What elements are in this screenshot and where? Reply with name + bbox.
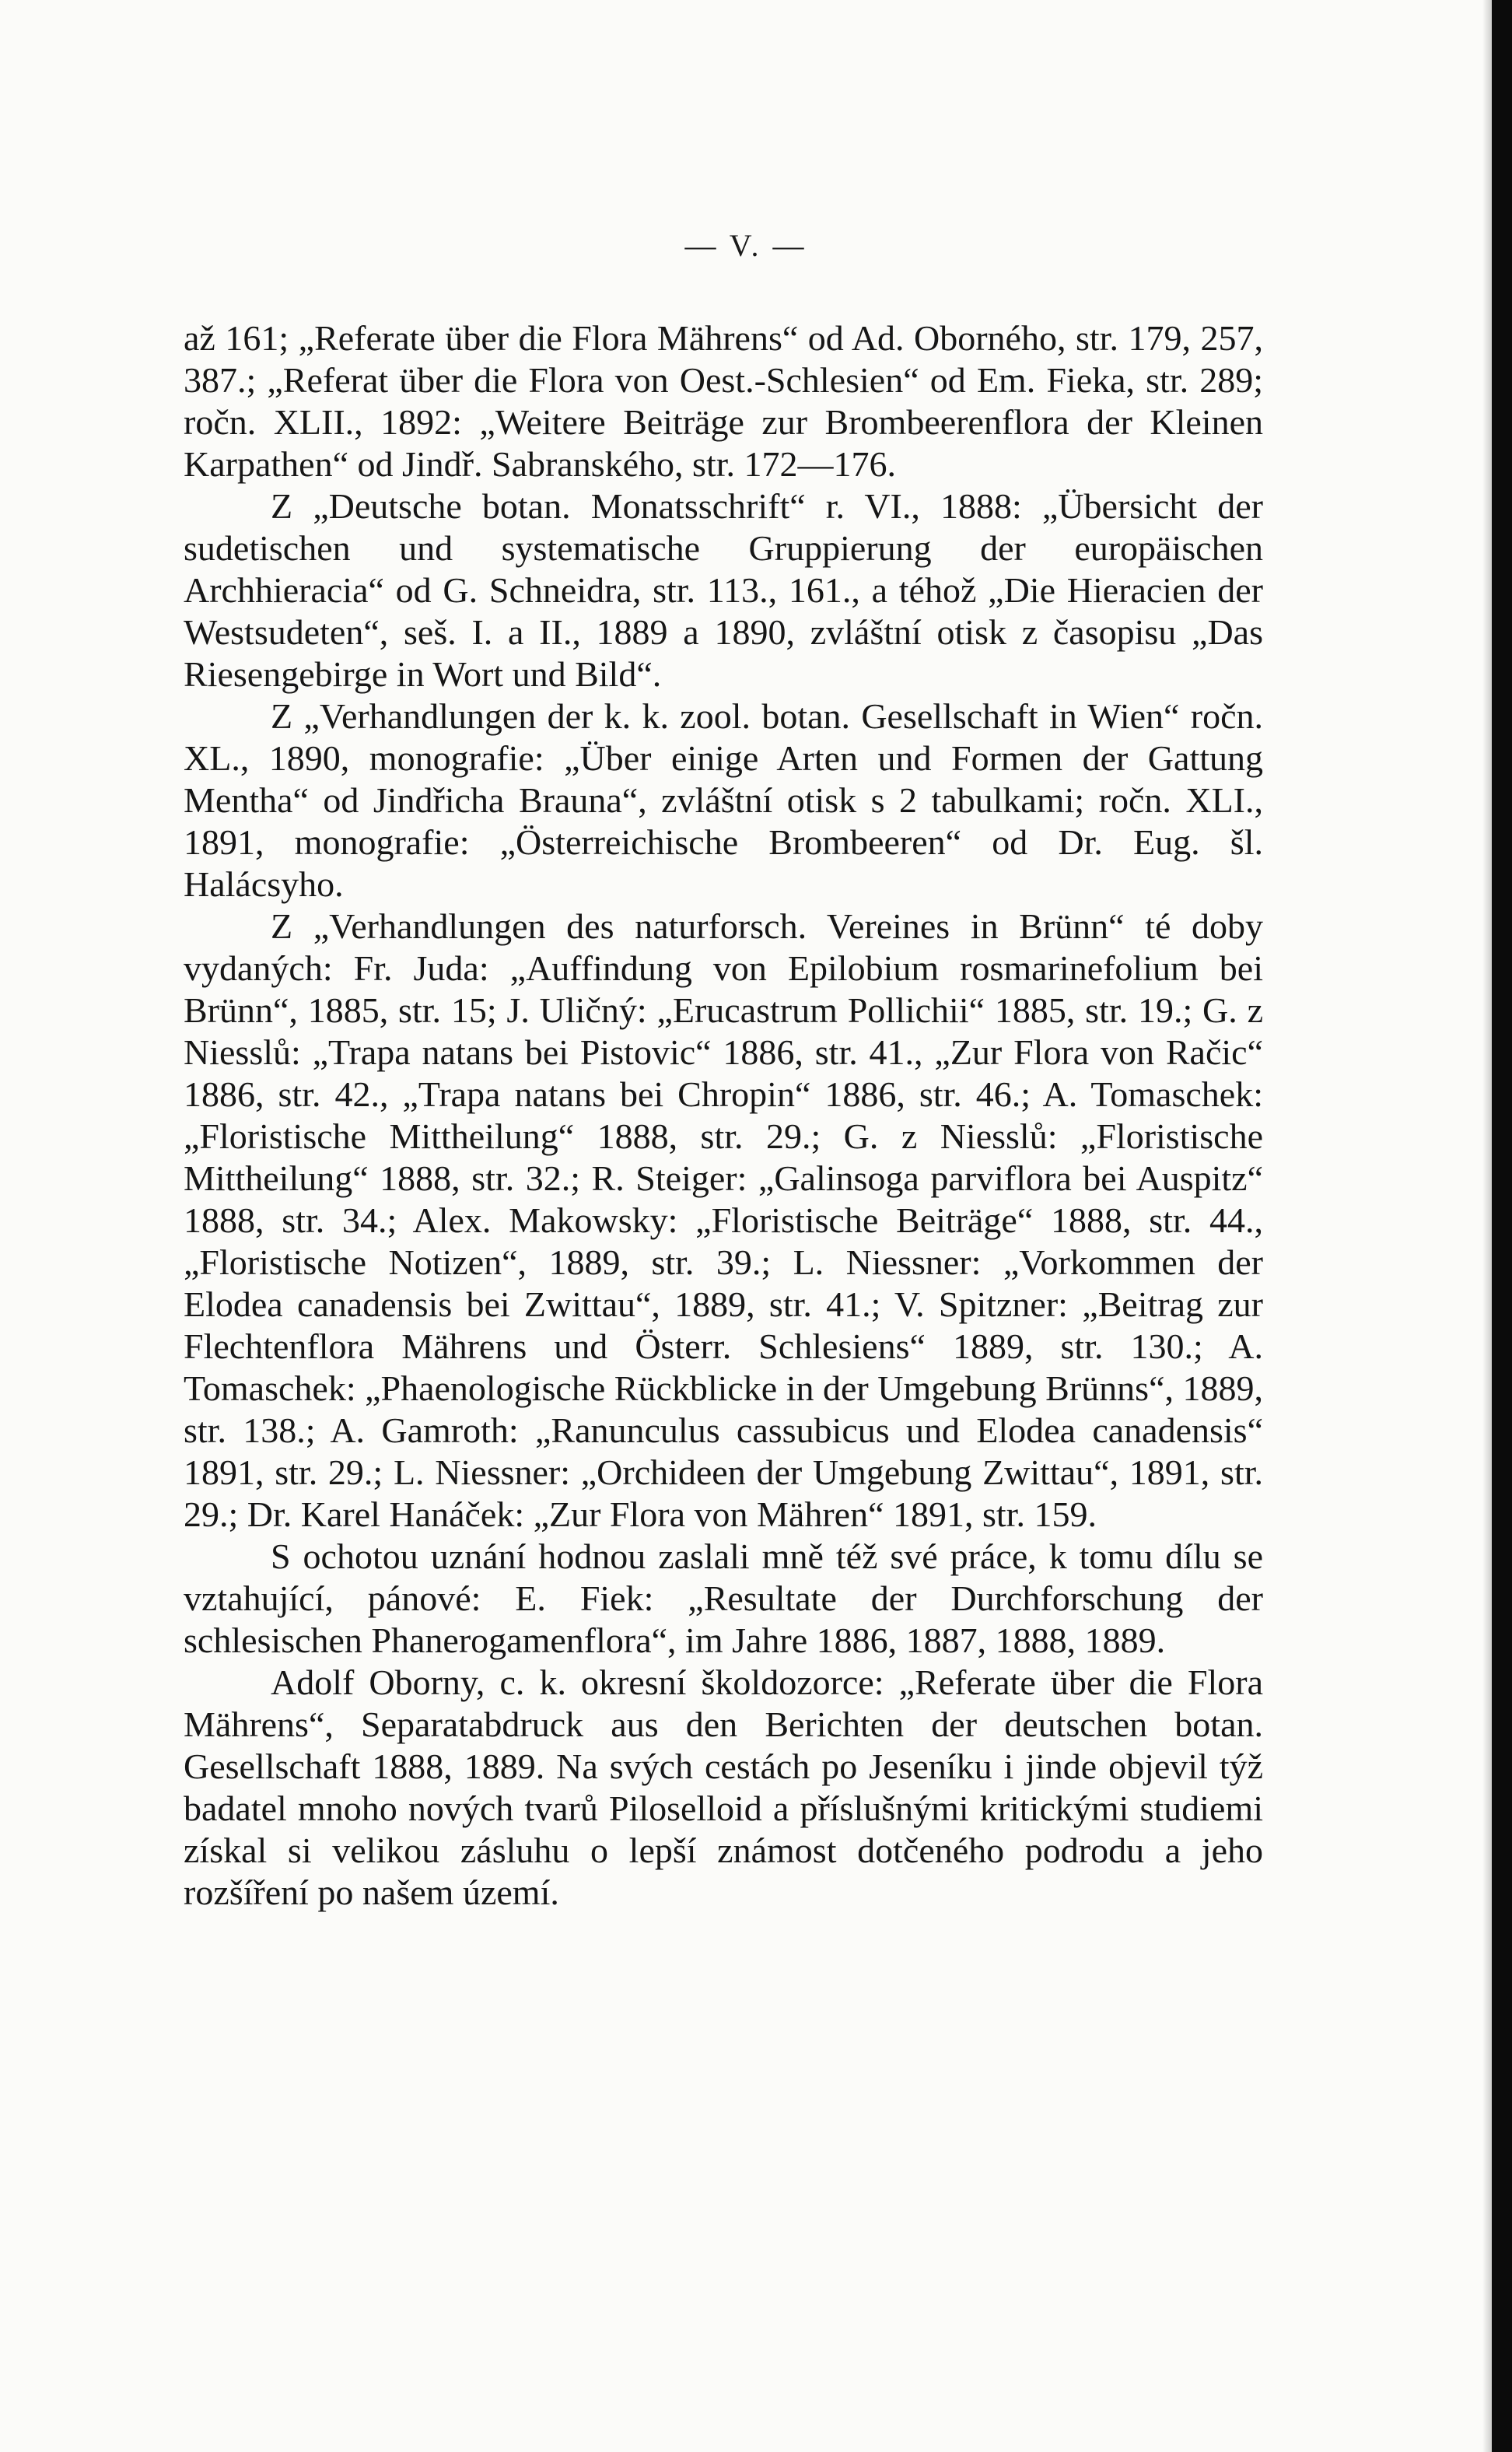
page-edge-shadow [1482,0,1492,2452]
paragraph-6: Adolf Oborny, c. k. okresní školdozorce: „Referate über die Flora Mährens“, Separatabdruck aus den Berichten der deutschen botan. Gesellschaft 1888, 1889. Na svých cestách po Jeseníku i jinde objevil týž badatel mnoho nových tvarů Piloselloid a příslušnými kritickými studiemi získal si velikou zásluhu o lepší známost dotčeného podrodu a jeho rozšíření po našem území. [184,1662,1263,1912]
paragraph-5: S ochotou uznání hodnou zaslali mně též své práce, k tomu dílu se vztahující, pánové: E. Fiek: „Resultate der Durchforschung der schlesischen Phanerogamenflora“, im Jahre 1886, 1887, 1888, 1889. [184,1536,1263,1660]
page-number: — V. — [684,228,807,263]
paragraph-2: Z „Deutsche botan. Monatsschrift“ r. VI., 1888: „Übersicht der sudetischen und systematische Gruppierung der europäischen Archhieracia“ od G. Schneidra, str. 113., 161., a téhož „Die Hieracien der Westsudeten“, seš. I. a II., 1889 a 1890, zvláštní otisk z časopisu „Das Riesengebirge in Wort und Bild“. [184,486,1263,694]
body-text [184,317,1263,1914]
paragraph-4: Z „Verhandlungen des naturforsch. Vereines in Brünn“ té doby vydaných: Fr. Juda: „Auffindung von Epilobium rosmarinefolium bei Brünn“, 1885, str. 15; J. Uličný: „Erucastrum Pollichii“ 1885, str. 19.; G. z Niesslů: „Trapa natans bei Pistovic“ 1886, str. 41., „Zur Flora von Račic“ 1886, str. 42., „Trapa natans bei Chropin“ 1886, str. 46.; A. Tomaschek: „Floristische Mittheilung“ 1888, str. 29.; G. z Niesslů: „Floristische Mittheilung“ 1888, str. 32.; R. Steiger: „Galinsoga parviflora bei Auspitz“ 1888, str. 34.; Alex. Makowsky: „Floristische Beiträge“ 1888, str. 44., „Floristische Notizen“, 1889, str. 39.; L. Niessner: „Vorkommen der Elodea canadensis bei Zwittau“, 1889, str. 41.; V. Spitzner: „Beitrag zur Flechtenflora Mährens und Österr. Schlesiens“ 1889, str. 130.; A. Tomaschek: „Phaenologische Rückblicke in der Umgebung Brünns“, 1889, str. 138.; A. Gamroth: „Ranunculus cassubicus und Elodea canadensis“ 1891, str. 29.; L. Niessner: „Orchideen der Umgebung Zwittau“, 1891, str. 29.; Dr. Karel Hanáček: „Zur Flora von Mähren“ 1891, str. 159. [184,906,1263,1534]
scan-border [1492,0,1512,2452]
paragraph-3: Z „Verhandlungen der k. k. zool. botan. Gesellschaft in Wien“ ročn. XL., 1890, monografie: „Über einige Arten und Formen der Gattung Mentha“ od Jindřicha Brauna“, zvláštní otisk s 2 tabulkami; ročn. XLI., 1891, monografie: „Österreichische Brombeeren“ od Dr. Eug. šl. Halácsyho. [184,696,1263,904]
paragraph-1: až 161; „Referate über die Flora Mährens“ od Ad. Oborného, str. 179, 257, 387.; „Referat über die Flora von Oest.-Schlesien“ od Em. Fieka, str. 289; ročn. XLII., 1892: „Weitere Beiträge zur Brombeerenflora der Kleinen Karpathen“ od Jindř. Sabranského, str. 172—176. [184,318,1263,484]
